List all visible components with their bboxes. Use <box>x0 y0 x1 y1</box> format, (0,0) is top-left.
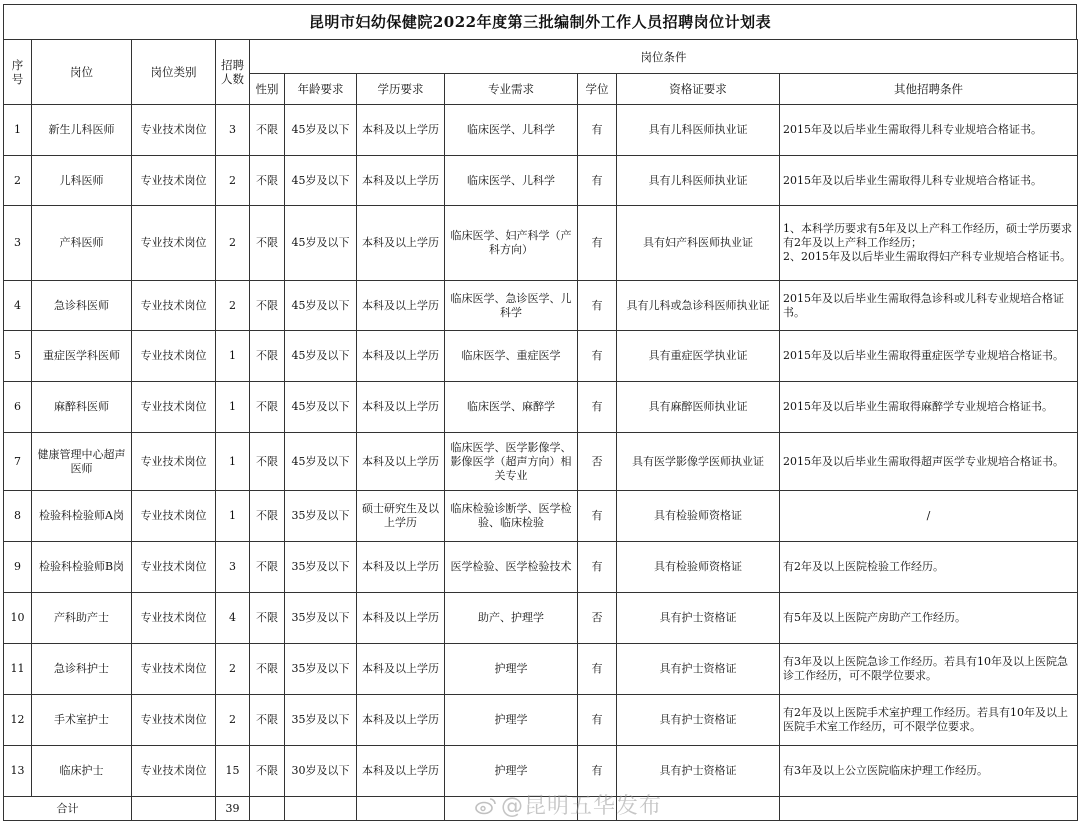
cell-seq: 1 <box>4 105 32 156</box>
cell-category: 专业技术岗位 <box>132 491 216 542</box>
cell-gender: 不限 <box>250 542 285 593</box>
cell-other: 2015年及以后毕业生需取得麻醉学专业规培合格证书。 <box>780 382 1078 433</box>
cell-certificate: 具有检验师资格证 <box>617 542 780 593</box>
cell-major: 临床医学、重症医学 <box>445 331 578 382</box>
cell-certificate: 具有检验师资格证 <box>617 491 780 542</box>
total-empty-cell <box>357 797 445 821</box>
cell-education: 本科及以上学历 <box>357 156 445 206</box>
cell-age: 35岁及以下 <box>285 491 357 542</box>
table-row <box>4 644 1078 695</box>
cell-gender: 不限 <box>250 105 285 156</box>
cell-other: 有3年及以上医院急诊工作经历。若具有10年及以上医院急诊工作经历，可不限学位要求。 <box>780 644 1078 695</box>
cell-education: 本科及以上学历 <box>357 746 445 797</box>
cell-degree: 有 <box>578 382 617 433</box>
cell-category: 专业技术岗位 <box>132 644 216 695</box>
cell-category: 专业技术岗位 <box>132 206 216 281</box>
cell-major: 临床医学、麻醉学 <box>445 382 578 433</box>
cell-count: 1 <box>216 433 250 491</box>
cell-age: 35岁及以下 <box>285 695 357 746</box>
cell-degree: 有 <box>578 105 617 156</box>
cell-seq: 9 <box>4 542 32 593</box>
cell-certificate: 具有医学影像学医师执业证 <box>617 433 780 491</box>
table-row <box>4 281 1078 331</box>
table-row <box>4 593 1078 644</box>
header-gender: 性别 <box>250 74 285 105</box>
cell-post: 临床护士 <box>32 746 132 797</box>
total-empty-cell <box>780 797 1078 821</box>
cell-degree: 否 <box>578 593 617 644</box>
cell-gender: 不限 <box>250 382 285 433</box>
watermark-text: @昆明五华发布 <box>500 794 662 819</box>
cell-degree: 有 <box>578 542 617 593</box>
header-degree: 学位 <box>578 74 617 105</box>
cell-degree: 有 <box>578 746 617 797</box>
header-category: 岗位类别 <box>132 40 216 105</box>
cell-degree: 有 <box>578 491 617 542</box>
cell-age: 45岁及以下 <box>285 105 357 156</box>
cell-post: 新生儿科医师 <box>32 105 132 156</box>
cell-seq: 8 <box>4 491 32 542</box>
cell-other: 2015年及以后毕业生需取得超声医学专业规培合格证书。 <box>780 433 1078 491</box>
cell-count: 15 <box>216 746 250 797</box>
cell-post: 急诊科护士 <box>32 644 132 695</box>
cell-age: 30岁及以下 <box>285 746 357 797</box>
cell-age: 45岁及以下 <box>285 433 357 491</box>
cell-certificate: 具有麻醉医师执业证 <box>617 382 780 433</box>
total-label: 合计 <box>4 797 132 821</box>
cell-major: 护理学 <box>445 746 578 797</box>
cell-major: 临床医学、医学影像学、影像医学（超声方向）相关专业 <box>445 433 578 491</box>
header-count: 招聘人数 <box>216 40 250 105</box>
cell-category: 专业技术岗位 <box>132 542 216 593</box>
cell-category: 专业技术岗位 <box>132 746 216 797</box>
cell-gender: 不限 <box>250 644 285 695</box>
cell-count: 2 <box>216 644 250 695</box>
cell-degree: 有 <box>578 156 617 206</box>
header-certificate: 资格证要求 <box>617 74 780 105</box>
header-post: 岗位 <box>32 40 132 105</box>
cell-certificate: 具有护士资格证 <box>617 593 780 644</box>
cell-gender: 不限 <box>250 491 285 542</box>
cell-age: 45岁及以下 <box>285 281 357 331</box>
cell-education: 本科及以上学历 <box>357 105 445 156</box>
cell-gender: 不限 <box>250 206 285 281</box>
cell-post: 手术室护士 <box>32 695 132 746</box>
cell-certificate: 具有儿科医师执业证 <box>617 105 780 156</box>
table-row <box>4 156 1078 206</box>
cell-seq: 13 <box>4 746 32 797</box>
cell-post: 产科助产士 <box>32 593 132 644</box>
header-major: 专业需求 <box>445 74 578 105</box>
header-seq: 序号 <box>4 40 32 105</box>
recruitment-table <box>3 39 1078 821</box>
table-row <box>4 433 1078 491</box>
cell-education: 硕士研究生及以上学历 <box>357 491 445 542</box>
cell-post: 重症医学科医师 <box>32 331 132 382</box>
cell-degree: 有 <box>578 281 617 331</box>
cell-seq: 7 <box>4 433 32 491</box>
header-conditions: 岗位条件 <box>250 40 1078 74</box>
cell-other: 2015年及以后毕业生需取得儿科专业规培合格证书。 <box>780 105 1078 156</box>
cell-age: 35岁及以下 <box>285 644 357 695</box>
cell-seq: 12 <box>4 695 32 746</box>
cell-certificate: 具有儿科医师执业证 <box>617 156 780 206</box>
cell-post: 麻醉科医师 <box>32 382 132 433</box>
cell-seq: 10 <box>4 593 32 644</box>
cell-category: 专业技术岗位 <box>132 281 216 331</box>
cell-seq: 5 <box>4 331 32 382</box>
cell-degree: 否 <box>578 433 617 491</box>
header-education: 学历要求 <box>357 74 445 105</box>
cell-seq: 2 <box>4 156 32 206</box>
cell-certificate: 具有护士资格证 <box>617 746 780 797</box>
cell-certificate: 具有儿科或急诊科医师执业证 <box>617 281 780 331</box>
header-age: 年龄要求 <box>285 74 357 105</box>
cell-other: 1、本科学历要求有5年及以上产科工作经历，硕士学历要求有2年及以上产科工作经历； 2、2015年及以后毕业生需取得妇产科专业规培合格证书。 <box>780 206 1078 281</box>
cell-other: / <box>780 491 1078 542</box>
cell-gender: 不限 <box>250 433 285 491</box>
cell-post: 检验科检验师A岗 <box>32 491 132 542</box>
total-count: 39 <box>216 797 250 821</box>
cell-seq: 3 <box>4 206 32 281</box>
cell-degree: 有 <box>578 331 617 382</box>
cell-education: 本科及以上学历 <box>357 281 445 331</box>
cell-major: 临床医学、急诊医学、儿科学 <box>445 281 578 331</box>
cell-age: 45岁及以下 <box>285 156 357 206</box>
header-other: 其他招聘条件 <box>780 74 1078 105</box>
table-row <box>4 206 1078 281</box>
cell-other: 2015年及以后毕业生需取得儿科专业规培合格证书。 <box>780 156 1078 206</box>
cell-education: 本科及以上学历 <box>357 695 445 746</box>
cell-gender: 不限 <box>250 746 285 797</box>
watermark <box>475 789 662 820</box>
cell-major: 临床医学、儿科学 <box>445 156 578 206</box>
page-title: 昆明市妇幼保健院2022年度第三批编制外工作人员招聘岗位计划表 <box>3 4 1077 39</box>
cell-other: 2015年及以后毕业生需取得重症医学专业规培合格证书。 <box>780 331 1078 382</box>
recruitment-sheet <box>3 4 1077 821</box>
cell-count: 2 <box>216 206 250 281</box>
cell-count: 2 <box>216 281 250 331</box>
cell-count: 1 <box>216 491 250 542</box>
cell-education: 本科及以上学历 <box>357 433 445 491</box>
cell-education: 本科及以上学历 <box>357 542 445 593</box>
cell-post: 检验科检验师B岗 <box>32 542 132 593</box>
table-row <box>4 105 1078 156</box>
cell-category: 专业技术岗位 <box>132 695 216 746</box>
cell-other: 有3年及以上公立医院临床护理工作经历。 <box>780 746 1078 797</box>
cell-gender: 不限 <box>250 695 285 746</box>
cell-count: 1 <box>216 382 250 433</box>
cell-degree: 有 <box>578 695 617 746</box>
cell-seq: 6 <box>4 382 32 433</box>
total-empty-cell <box>250 797 285 821</box>
weibo-icon <box>475 796 497 814</box>
cell-count: 4 <box>216 593 250 644</box>
cell-category: 专业技术岗位 <box>132 382 216 433</box>
cell-education: 本科及以上学历 <box>357 382 445 433</box>
total-empty-cell <box>285 797 357 821</box>
cell-gender: 不限 <box>250 156 285 206</box>
cell-education: 本科及以上学历 <box>357 644 445 695</box>
cell-education: 本科及以上学历 <box>357 593 445 644</box>
table-row <box>4 331 1078 382</box>
cell-gender: 不限 <box>250 281 285 331</box>
cell-major: 临床医学、妇产科学（产科方向） <box>445 206 578 281</box>
cell-category: 专业技术岗位 <box>132 331 216 382</box>
cell-seq: 11 <box>4 644 32 695</box>
cell-seq: 4 <box>4 281 32 331</box>
cell-post: 儿科医师 <box>32 156 132 206</box>
cell-major: 医学检验、医学检验技术 <box>445 542 578 593</box>
cell-count: 2 <box>216 156 250 206</box>
cell-count: 2 <box>216 695 250 746</box>
cell-certificate: 具有重症医学执业证 <box>617 331 780 382</box>
cell-certificate: 具有妇产科医师执业证 <box>617 206 780 281</box>
cell-post: 健康管理中心超声医师 <box>32 433 132 491</box>
cell-age: 35岁及以下 <box>285 593 357 644</box>
cell-count: 1 <box>216 331 250 382</box>
cell-age: 45岁及以下 <box>285 206 357 281</box>
cell-other: 有2年及以上医院手术室护理工作经历。若具有10年及以上医院手术室工作经历，可不限学位要求。 <box>780 695 1078 746</box>
cell-major: 临床医学、儿科学 <box>445 105 578 156</box>
table-row <box>4 491 1078 542</box>
cell-count: 3 <box>216 542 250 593</box>
cell-post: 产科医师 <box>32 206 132 281</box>
cell-major: 临床检验诊断学、医学检验、临床检验 <box>445 491 578 542</box>
cell-major: 护理学 <box>445 695 578 746</box>
total-empty-cell <box>132 797 216 821</box>
table-body <box>4 105 1078 797</box>
cell-category: 专业技术岗位 <box>132 433 216 491</box>
table-row <box>4 382 1078 433</box>
cell-certificate: 具有护士资格证 <box>617 644 780 695</box>
cell-other: 有5年及以上医院产房助产工作经历。 <box>780 593 1078 644</box>
cell-education: 本科及以上学历 <box>357 206 445 281</box>
cell-degree: 有 <box>578 206 617 281</box>
cell-gender: 不限 <box>250 331 285 382</box>
cell-certificate: 具有护士资格证 <box>617 695 780 746</box>
table-row <box>4 695 1078 746</box>
cell-age: 45岁及以下 <box>285 382 357 433</box>
cell-major: 助产、护理学 <box>445 593 578 644</box>
cell-count: 3 <box>216 105 250 156</box>
table-row <box>4 542 1078 593</box>
cell-other: 2015年及以后毕业生需取得急诊科或儿科专业规培合格证书。 <box>780 281 1078 331</box>
cell-gender: 不限 <box>250 593 285 644</box>
cell-major: 护理学 <box>445 644 578 695</box>
cell-age: 35岁及以下 <box>285 542 357 593</box>
cell-education: 本科及以上学历 <box>357 331 445 382</box>
cell-other: 有2年及以上医院检验工作经历。 <box>780 542 1078 593</box>
cell-category: 专业技术岗位 <box>132 156 216 206</box>
cell-post: 急诊科医师 <box>32 281 132 331</box>
cell-category: 专业技术岗位 <box>132 593 216 644</box>
cell-age: 45岁及以下 <box>285 331 357 382</box>
cell-degree: 有 <box>578 644 617 695</box>
cell-category: 专业技术岗位 <box>132 105 216 156</box>
